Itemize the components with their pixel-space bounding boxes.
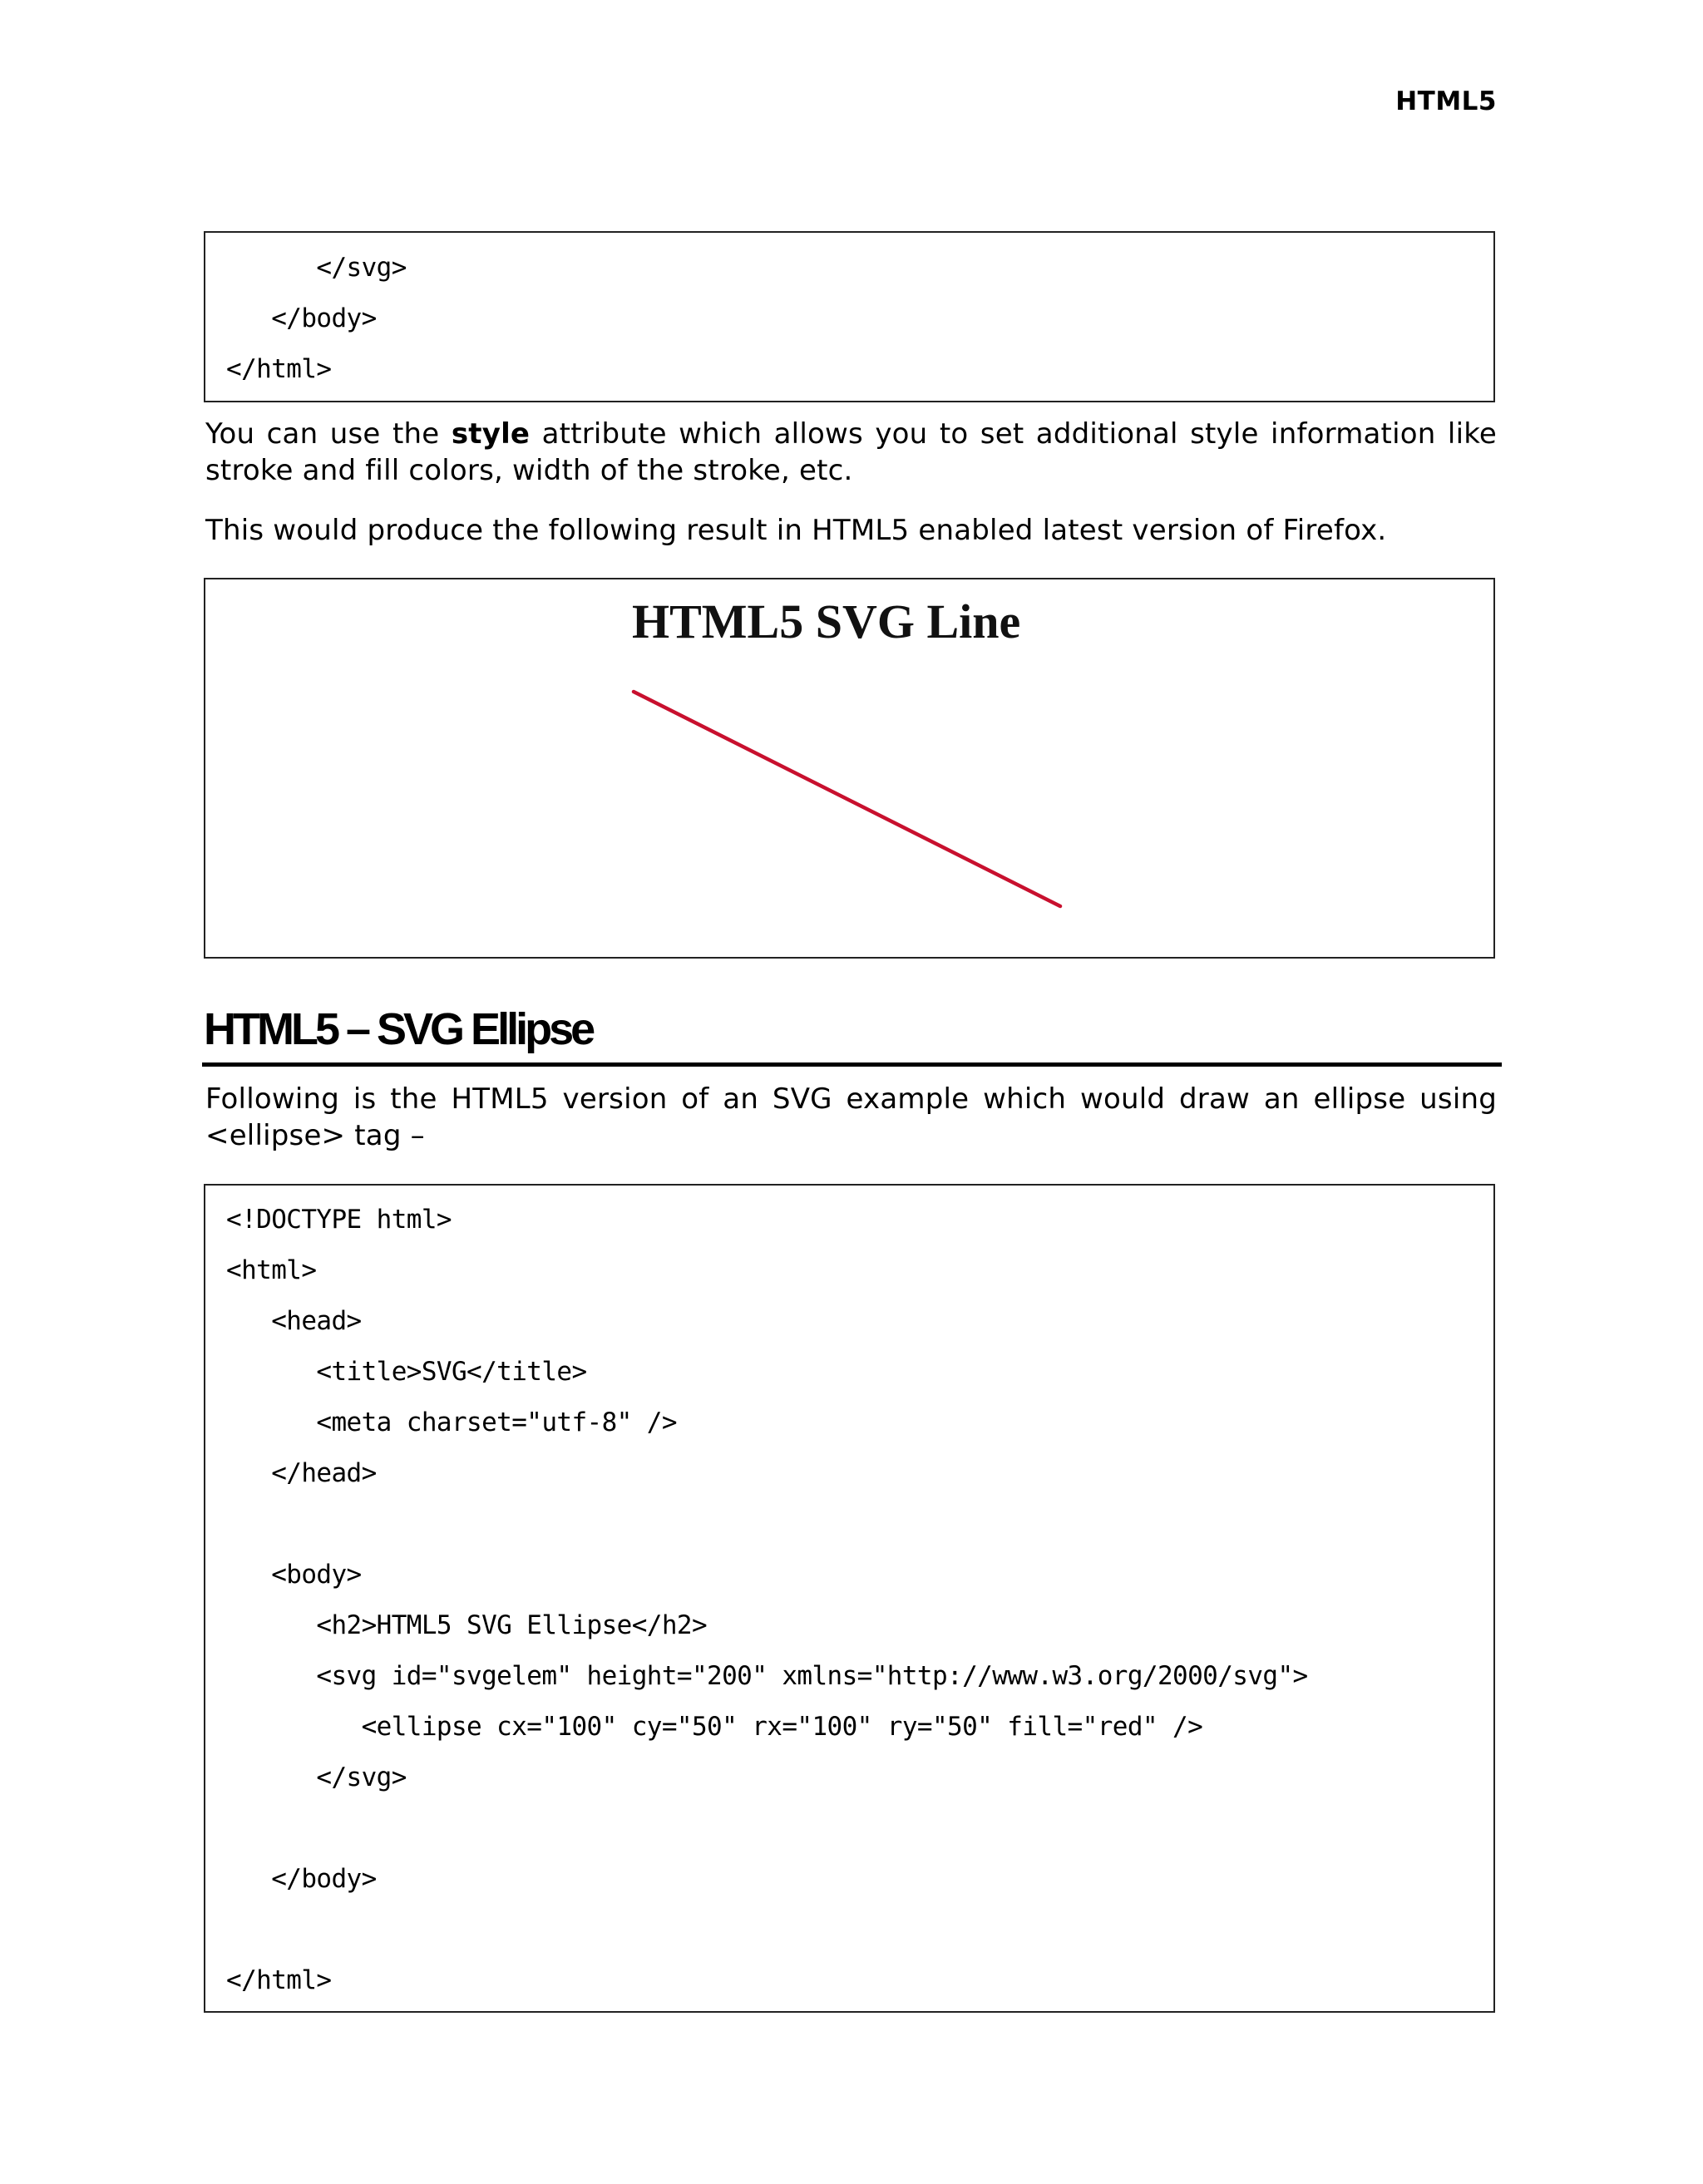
section-heading: HTML5 – SVG Ellipse — [204, 1004, 593, 1054]
result-intro-paragraph: This would produce the following result in HTML5 enabled latest version of Firefox. — [205, 514, 1387, 547]
code-line — [226, 1499, 1493, 1550]
code-line: <h2>HTML5 SVG Ellipse</h2> — [226, 1610, 708, 1640]
code-line: <svg id="svgelem" height="200" xmlns="http://www.w3.org/2000/svg"> — [226, 1661, 1308, 1691]
running-header: HTML5 — [1395, 86, 1497, 116]
code-line: </svg> — [226, 253, 407, 283]
code-line: <meta charset="utf-8" /> — [226, 1408, 677, 1437]
red-line-figure — [0, 0, 1703, 998]
code-line: </svg> — [226, 1762, 407, 1792]
code-line — [226, 1905, 1493, 1955]
code-line: </head> — [226, 1458, 377, 1488]
code-line: <title>SVG</title> — [226, 1357, 587, 1387]
code-line — [226, 1803, 1493, 1854]
paragraph-text-after: attribute which allows you to set additional style information like stroke and fill colors, width of the stroke, etc. — [205, 417, 1498, 487]
code-line: <html> — [226, 1255, 317, 1285]
code-line: </body> — [226, 303, 377, 333]
ellipse-intro-paragraph: Following is the HTML5 version of an SVG example which would draw an ellipse using <ellipse> tag – — [205, 1082, 1497, 1152]
code-block-ellipse-example — [204, 1184, 1495, 2013]
style-keyword: style — [451, 417, 531, 451]
code-line: <!DOCTYPE html> — [226, 1205, 452, 1235]
code-line: <ellipse cx="100" cy="50" rx="100" ry="50" fill="red" /> — [226, 1712, 1203, 1742]
code-line: <body> — [226, 1560, 362, 1590]
result-figure-title: HTML5 SVG Line — [632, 594, 1021, 648]
code-line: </html> — [226, 354, 332, 384]
code-line: <head> — [226, 1306, 362, 1336]
code-line: </html> — [226, 1965, 332, 1995]
paragraph-text-before: You can use the — [205, 417, 452, 451]
code-line: </body> — [226, 1864, 377, 1894]
heading-underline — [202, 1062, 1502, 1067]
